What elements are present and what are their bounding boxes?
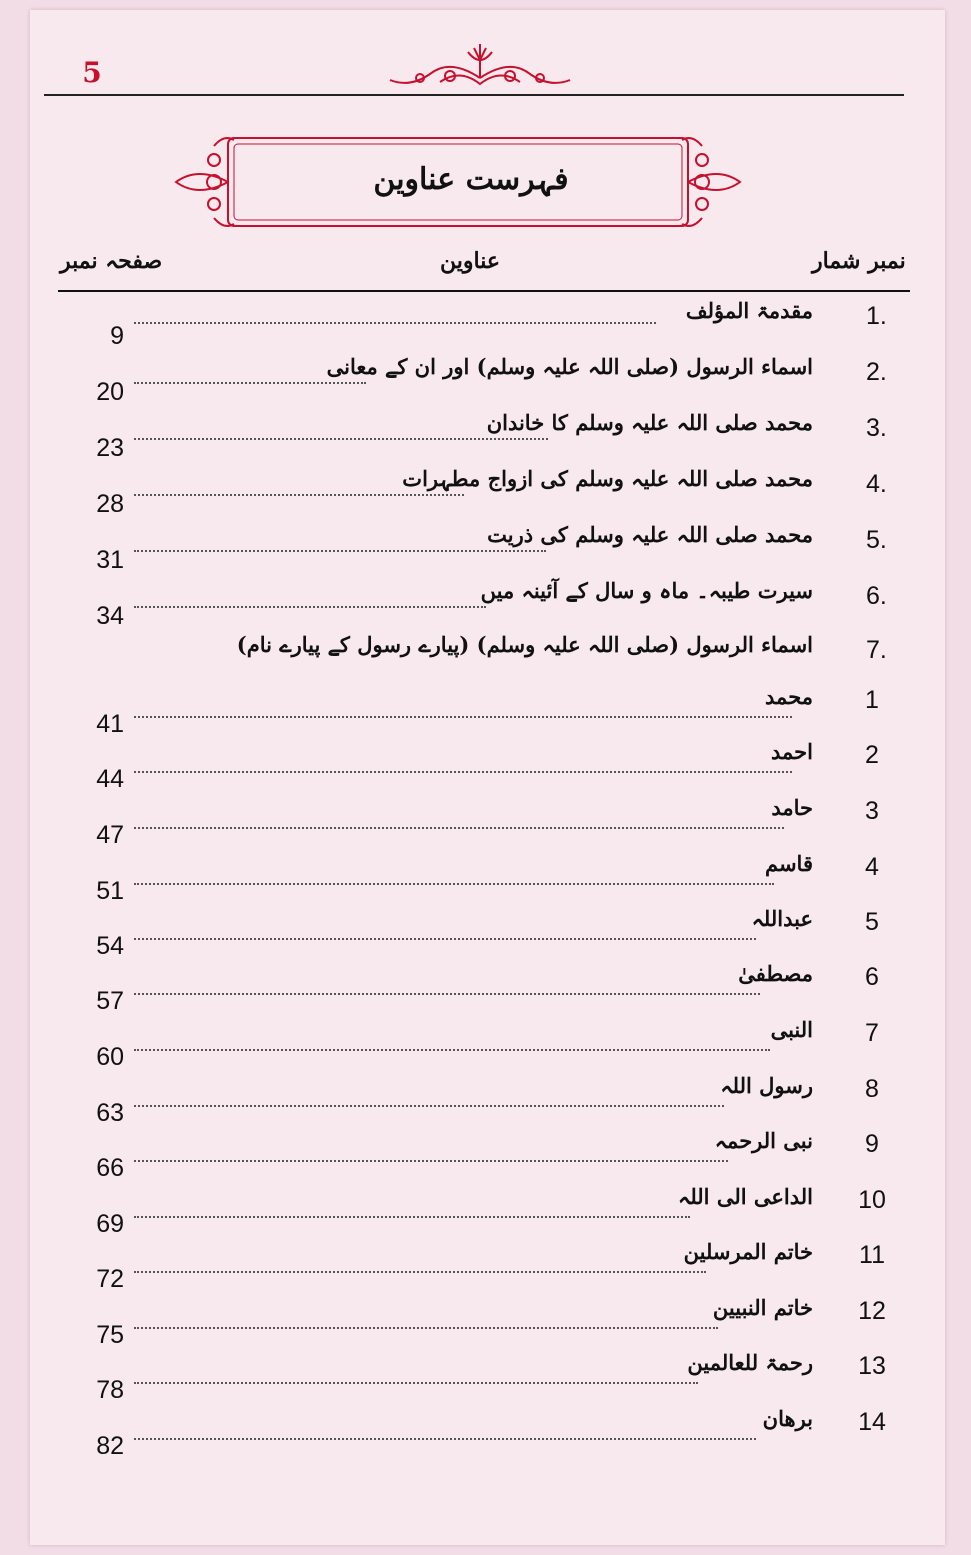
column-header-rule (58, 290, 910, 292)
leader-dots (134, 550, 546, 552)
sub-entry-page: 51 (96, 877, 124, 905)
sub-entry-number: 1 (865, 686, 879, 714)
entry-number: 6. (866, 582, 887, 610)
header-serial-number: نمبر شمار (812, 248, 906, 274)
toc-row[interactable] (0, 466, 971, 518)
leader-dots (134, 938, 756, 940)
sub-entry-number: 3 (865, 797, 879, 825)
toc-row[interactable] (0, 632, 971, 672)
sub-entry-title: مصطفیٰ (738, 961, 813, 986)
entry-title: اسماء الرسول (صلی اللہ علیہ وسلم) اور ان کے معانی (326, 354, 813, 379)
entry-page: 23 (96, 434, 124, 462)
toc-sub-row[interactable] (0, 684, 971, 738)
toc-sub-row[interactable] (0, 1350, 971, 1404)
sub-entry-title: نبی الرحمہ (714, 1128, 813, 1153)
toc-sub-row[interactable] (0, 795, 971, 849)
sub-entry-page: 82 (96, 1432, 124, 1460)
header-rule (44, 94, 904, 96)
sub-entry-number: 11 (859, 1241, 885, 1269)
toc-sub-row[interactable] (0, 1073, 971, 1127)
sub-entry-title: خاتم النبیین (712, 1295, 813, 1320)
leader-dots (134, 771, 792, 773)
leader-dots (134, 494, 464, 496)
sub-entry-title: برھان (762, 1406, 813, 1431)
toc-row[interactable] (0, 354, 971, 406)
toc-sub-row[interactable] (0, 906, 971, 960)
sub-entry-number: 7 (865, 1019, 879, 1047)
toc-sub-row[interactable] (0, 1184, 971, 1238)
sub-entry-number: 14 (858, 1408, 886, 1436)
sub-entry-number: 6 (865, 963, 879, 991)
leader-dots (134, 606, 486, 608)
sub-entry-number: 12 (858, 1297, 886, 1325)
sub-entry-title: احمد (771, 739, 813, 764)
sub-entry-page: 63 (96, 1099, 124, 1127)
leader-dots (134, 1105, 724, 1107)
sub-entry-number: 5 (865, 908, 879, 936)
toc-row[interactable] (0, 298, 971, 350)
toc-sub-row[interactable] (0, 739, 971, 793)
sub-entry-number: 10 (858, 1186, 886, 1214)
entry-page: 34 (96, 602, 124, 630)
sub-entry-title: النبی (770, 1017, 813, 1042)
leader-dots (134, 1160, 728, 1162)
sub-entry-number: 4 (865, 853, 879, 881)
sub-entry-page: 75 (96, 1321, 124, 1349)
toc-sub-row[interactable] (0, 1239, 971, 1293)
entry-title: محمد صلی اللہ علیہ وسلم کی ازواج مطہرات (402, 466, 813, 491)
sub-entry-title: قاسم (764, 851, 813, 876)
toc-sub-row[interactable] (0, 961, 971, 1015)
entry-number: 4. (866, 470, 887, 498)
sub-entry-title: محمد (765, 684, 813, 709)
leader-dots (134, 1271, 706, 1273)
entry-title: اسماء الرسول (صلی اللہ علیہ وسلم) (پیارے رسول کے پیارے نام) (236, 632, 813, 657)
entry-page: 20 (96, 378, 124, 406)
entry-number: 5. (866, 526, 887, 554)
sub-entry-number: 9 (865, 1130, 879, 1158)
leader-dots (134, 1382, 698, 1384)
sub-entry-title: رسول اللہ (720, 1073, 813, 1098)
entry-number: 2. (866, 358, 887, 386)
toc-sub-row[interactable] (0, 1406, 971, 1460)
leader-dots (134, 1327, 718, 1329)
entry-title: مقدمۃ المؤلف (685, 298, 813, 323)
leader-dots (134, 438, 548, 440)
sub-entry-page: 57 (96, 987, 124, 1015)
leader-dots (134, 1216, 690, 1218)
toc-sub-row[interactable] (0, 1295, 971, 1349)
sub-entry-title: رحمۃ للعالمین (687, 1350, 813, 1375)
toc-sub-row[interactable] (0, 1128, 971, 1182)
leader-dots (134, 1049, 770, 1051)
toc-row[interactable] (0, 578, 971, 630)
leader-dots (134, 382, 366, 384)
sub-entry-title: الداعی الی اللہ (678, 1184, 813, 1209)
page-number: 5 (82, 56, 102, 89)
sub-entry-number: 2 (865, 741, 879, 769)
leader-dots (134, 1438, 756, 1440)
entry-number: 3. (866, 414, 887, 442)
leader-dots (134, 993, 760, 995)
entry-page: 28 (96, 490, 124, 518)
toc-row[interactable] (0, 410, 971, 462)
entry-page: 31 (96, 546, 124, 574)
entry-title: محمد صلی اللہ علیہ وسلم کی ذریت (487, 522, 813, 547)
toc-sub-row[interactable] (0, 1017, 971, 1071)
entry-number: 7. (866, 636, 887, 664)
sub-entry-number: 13 (858, 1352, 886, 1380)
contents-title: فہرست عناوین (373, 162, 569, 197)
leader-dots (134, 883, 774, 885)
entry-page: 9 (110, 322, 124, 350)
leader-dots (134, 716, 792, 718)
leader-dots (134, 827, 784, 829)
header-topics: عناوین (440, 248, 500, 274)
header-page-number: صفحہ نمبر (60, 248, 163, 274)
entry-title: محمد صلی اللہ علیہ وسلم کا خاندان (486, 410, 813, 435)
sub-entry-page: 66 (96, 1154, 124, 1182)
sub-entry-page: 44 (96, 765, 124, 793)
sub-entry-page: 60 (96, 1043, 124, 1071)
sub-entry-page: 47 (96, 821, 124, 849)
sub-entry-number: 8 (865, 1075, 879, 1103)
entry-title: سیرت طیبہ۔ ماہ و سال کے آئینہ میں (480, 578, 813, 603)
sub-entry-page: 41 (96, 710, 124, 738)
sub-entry-title: خاتم المرسلین (683, 1239, 813, 1264)
sub-entry-title: حامد (771, 795, 813, 820)
sub-entry-page: 54 (96, 932, 124, 960)
sub-entry-page: 69 (96, 1210, 124, 1238)
entry-number: 1. (866, 302, 887, 330)
sub-entry-page: 78 (96, 1376, 124, 1404)
toc-row[interactable] (0, 522, 971, 574)
leader-dots (134, 322, 656, 324)
toc-sub-row[interactable] (0, 851, 971, 905)
sub-entry-page: 72 (96, 1265, 124, 1293)
top-ornament-icon (380, 38, 580, 94)
sub-entry-title: عبداللہ (751, 906, 813, 931)
